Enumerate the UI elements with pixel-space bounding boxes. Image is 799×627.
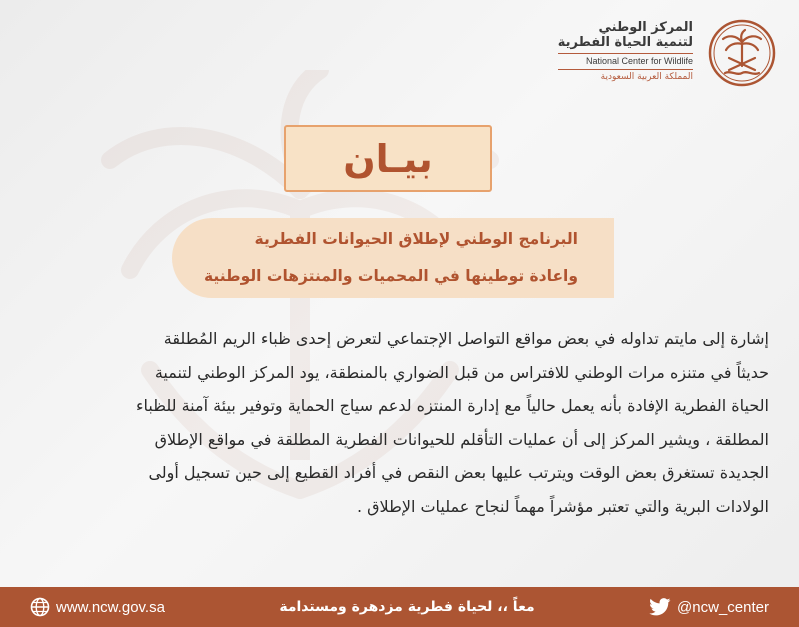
twitter-link[interactable] (649, 598, 769, 616)
ncw-emblem-icon (707, 18, 777, 88)
body-line-5: الجديدة تستغرق بعض الوقت ويترتب عليها بعض النقص في أفراد القطيع إلى حين تسجيل أولى (148, 463, 769, 482)
subtitle-line-1: البرنامج الوطني لإطلاق الحيوانات الفطرية (254, 230, 578, 248)
org-name-ar-line2: لتنمية الحياة الفطرية (557, 35, 693, 50)
twitter-handle: @ncw_center (677, 598, 769, 616)
body-line-4: المطلقة ، ويشير المركز إلى أن عمليات التأقلم للحيوانات الفطرية المطلقة في مواقع الإطلاق (154, 429, 769, 449)
statement-body (29, 322, 769, 523)
globe-icon (30, 597, 50, 617)
statement-title-box (284, 125, 492, 192)
body-line-3: الحياة الفطرية الإفادة بأنه يعمل حالياً مع إدارة المنتزه لدعم سياج الحماية وتوفير بيئة آمنة للظباء (135, 396, 769, 415)
body-line-1: إشارة إلى مايتم تداوله في بعض مواقع التواصل الإجتماعي لتعرض إحدى ظباء الريم المُطلقة (163, 329, 769, 348)
statement-title: بيـان (343, 136, 433, 181)
subtitle-banner (172, 218, 614, 298)
website-link[interactable] (30, 597, 165, 617)
subtitle-line-2: واعادة توطينها في المحميات والمنتزهات الوطنية (203, 267, 578, 285)
logo-text (558, 20, 693, 84)
org-name-ar-line1: المركز الوطني (598, 20, 693, 35)
slogan-text: معاً ،، لحياة فطرية مزدهرة ومستدامة (279, 599, 535, 615)
footer-bar (0, 587, 799, 627)
country-ar: المملكة العربية السعودية (600, 72, 693, 82)
ncw-logo (558, 18, 777, 88)
body-line-2: حديثاً في متنزه مرات الوطني للافتراس من قبل الضواري بالمنطقة، يود المركز الوطني لتنمية (154, 362, 769, 382)
org-name-en: National Center for Wildlife (558, 53, 693, 70)
twitter-icon (649, 598, 671, 616)
website-text: www.ncw.gov.sa (56, 598, 165, 616)
body-line-6: الولادات البرية والتي تعتبر مؤشراً مهماً لنجاح عمليات الإطلاق . (356, 496, 769, 516)
